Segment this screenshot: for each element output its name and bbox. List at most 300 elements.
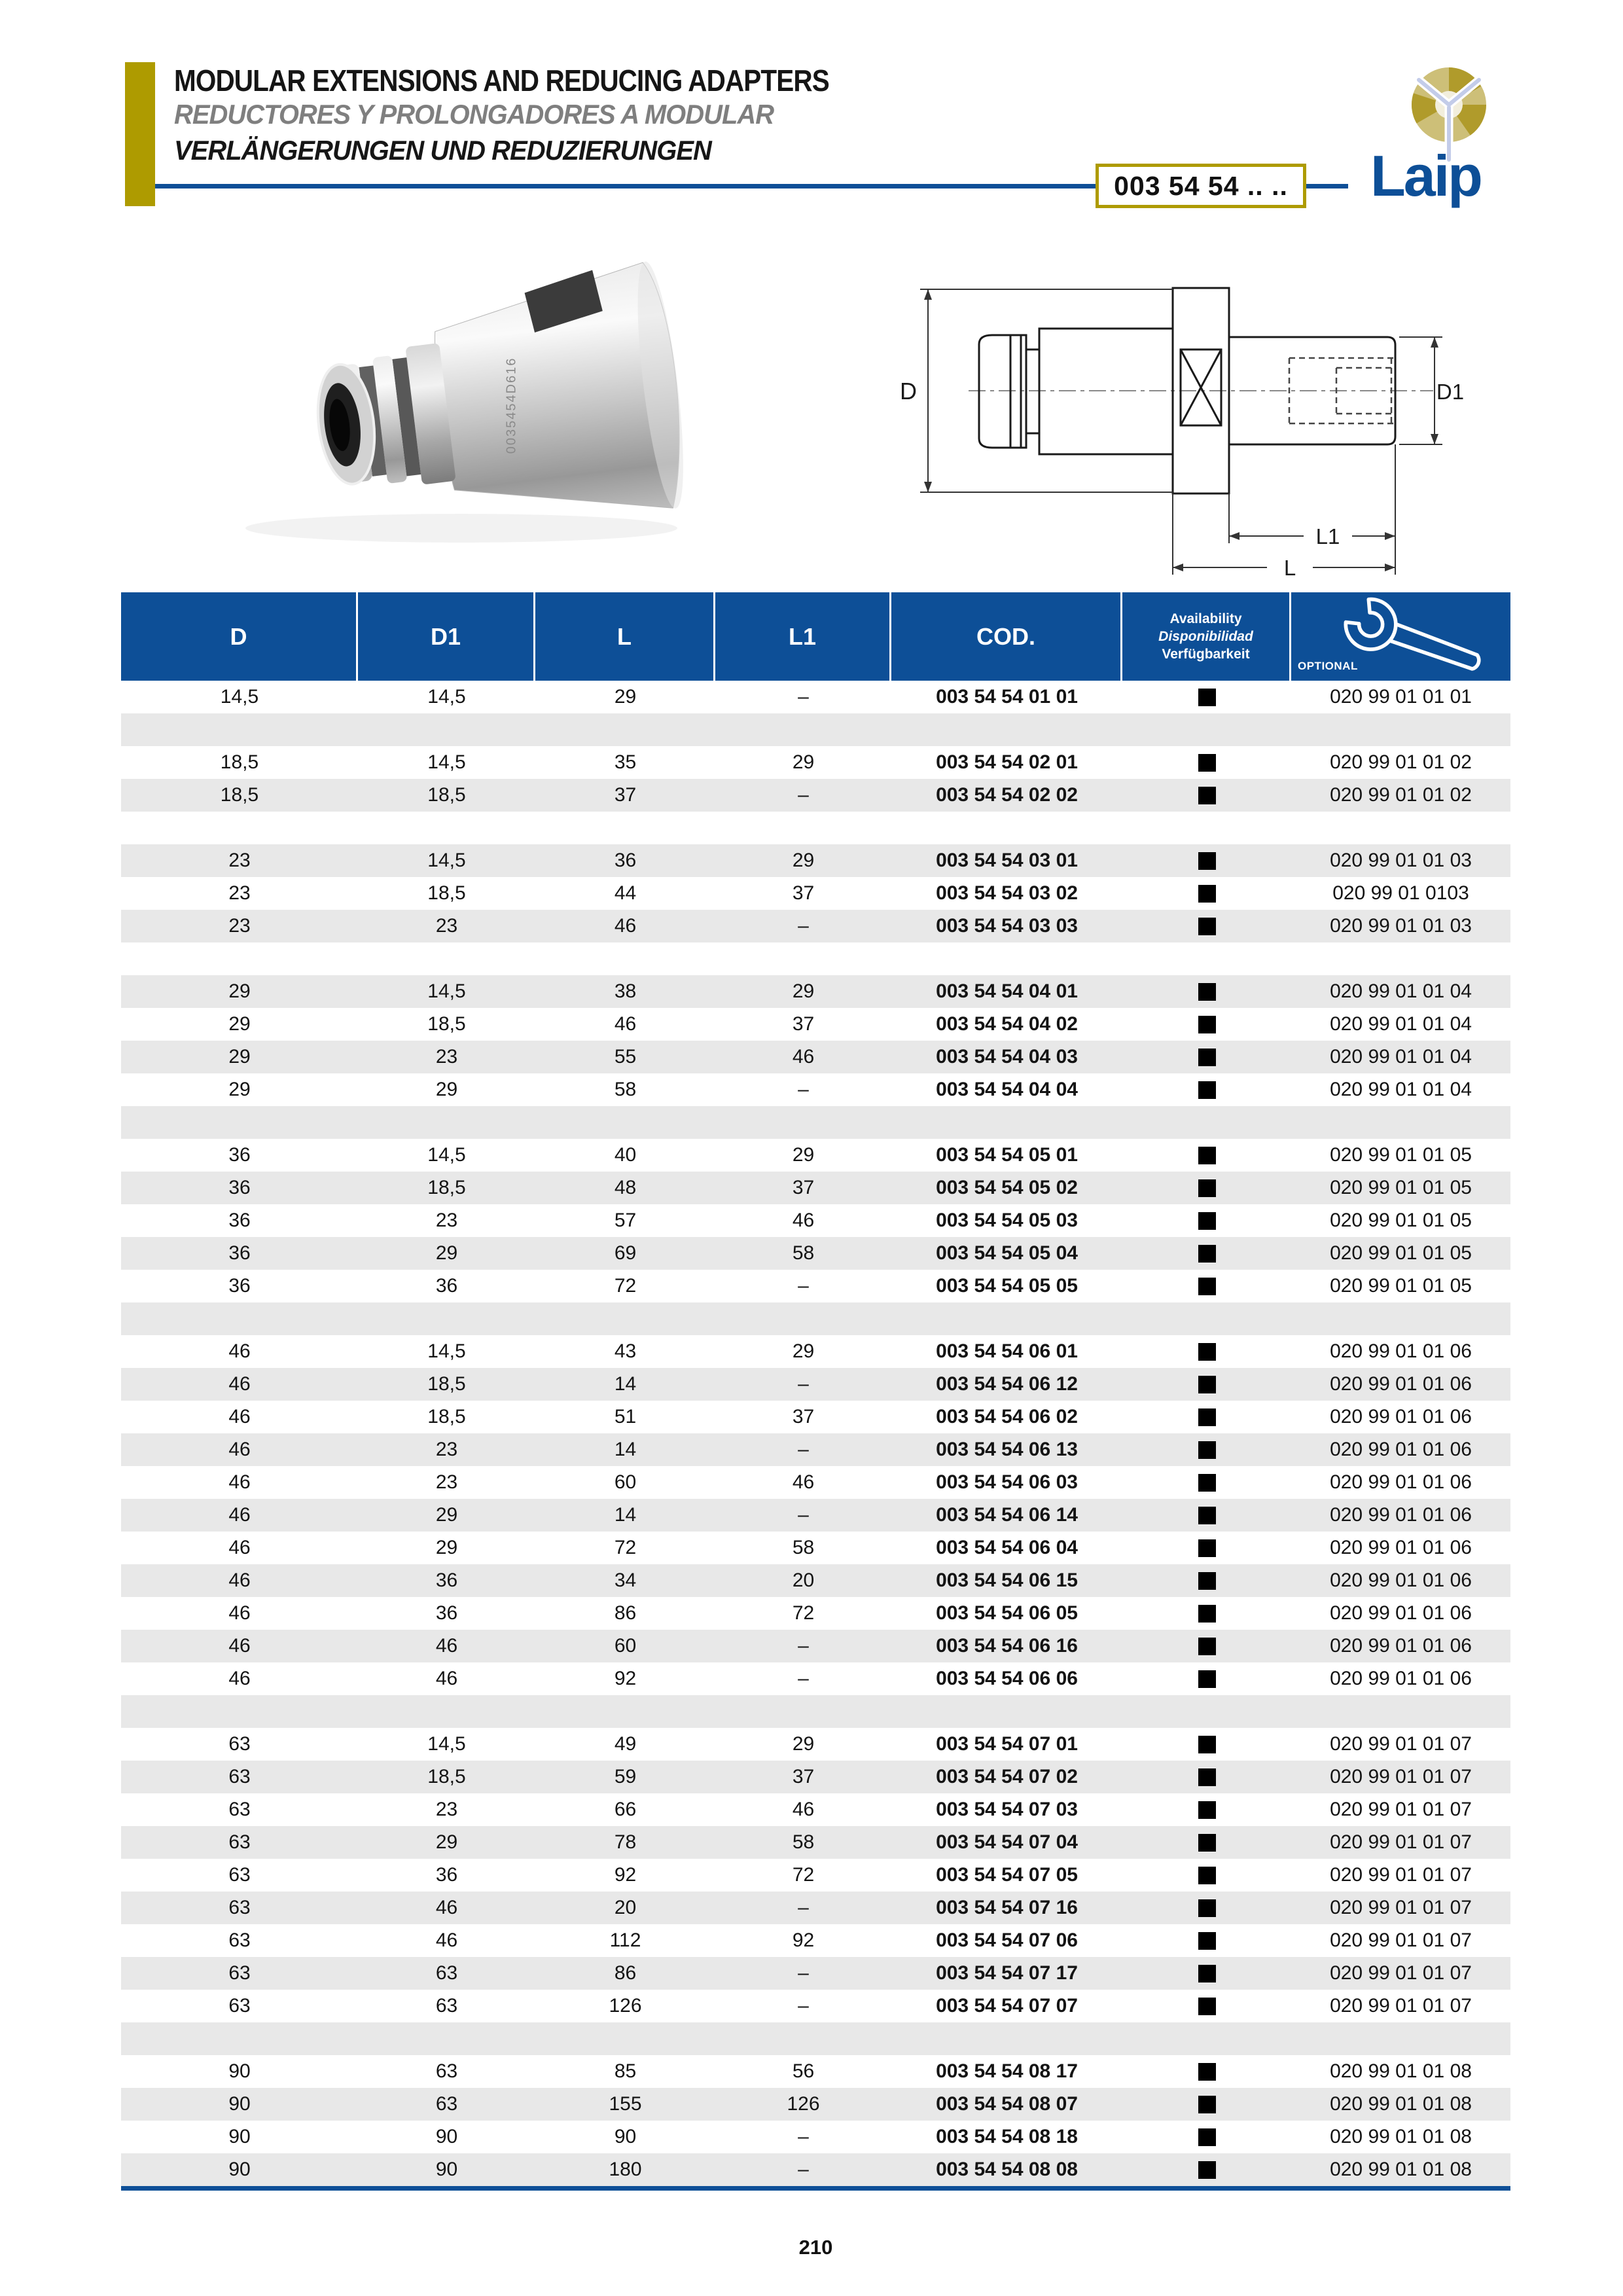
cell-d1: 23 xyxy=(435,1799,458,1820)
availability-marker xyxy=(1198,1507,1216,1524)
availability-marker xyxy=(1198,1278,1216,1295)
cell-d1: 14,5 xyxy=(427,1340,466,1362)
cell-d1: 23 xyxy=(435,915,458,937)
availability-marker xyxy=(1198,1932,1216,1950)
table-row xyxy=(121,975,1510,1008)
cell-d: 63 xyxy=(228,1864,251,1886)
cell-l1: – xyxy=(798,1635,809,1657)
cell-optional-code: 020 99 01 01 05 xyxy=(1330,1275,1472,1297)
availability-cell xyxy=(1122,1172,1291,1204)
col-header-l: L xyxy=(535,592,715,681)
table-row xyxy=(121,1793,1510,1826)
cell-d1: 18,5 xyxy=(427,1406,466,1427)
cell-l: 90 xyxy=(614,2126,637,2147)
cell-cod: 003 54 54 06 15 xyxy=(936,1570,1078,1591)
cell-cod: 003 54 54 06 01 xyxy=(936,1340,1078,1362)
table-row xyxy=(121,1270,1510,1302)
cell-l1: 58 xyxy=(792,1242,815,1264)
cell-l1: 126 xyxy=(787,2093,820,2115)
cell-l: 72 xyxy=(614,1537,637,1558)
cell-cod: 003 54 54 04 02 xyxy=(936,1013,1078,1035)
cell-l1: 29 xyxy=(792,850,815,871)
cell-l: 51 xyxy=(614,1406,637,1427)
availability-cell xyxy=(1122,2088,1291,2121)
table-row xyxy=(121,1859,1510,1892)
cell-d: 46 xyxy=(228,1373,251,1395)
availability-cell xyxy=(1122,1073,1291,1106)
availability-marker xyxy=(1198,1081,1216,1099)
availability-marker xyxy=(1198,1343,1216,1361)
cell-l: 59 xyxy=(614,1766,637,1787)
cell-cod: 003 54 54 03 02 xyxy=(936,882,1078,904)
cell-optional-code: 020 99 01 01 05 xyxy=(1330,1210,1472,1231)
availability-marker xyxy=(1198,1539,1216,1557)
cell-l: 55 xyxy=(614,1046,637,1067)
cell-l1: – xyxy=(798,1504,809,1526)
table-row xyxy=(121,1957,1510,1990)
cell-d1: 63 xyxy=(435,1962,458,1984)
col-header-optional xyxy=(1291,592,1510,681)
laip-logo-text: Laip xyxy=(1370,143,1481,208)
cell-cod: 003 54 54 05 03 xyxy=(936,1210,1078,1231)
availability-cell xyxy=(1122,910,1291,942)
cell-l: 57 xyxy=(614,1210,637,1231)
table-row xyxy=(121,1597,1510,1630)
cell-optional-code: 020 99 01 01 07 xyxy=(1330,1929,1472,1951)
table-row xyxy=(121,1990,1510,2022)
availability-cell xyxy=(1122,1564,1291,1597)
availability-cell xyxy=(1122,1924,1291,1957)
cell-cod: 003 54 54 06 04 xyxy=(936,1537,1078,1558)
cell-l1: 37 xyxy=(792,1177,815,1198)
dim-label-d1: D1 xyxy=(1436,380,1465,404)
cell-d1: 18,5 xyxy=(427,882,466,904)
availability-cell xyxy=(1122,746,1291,779)
cell-cod: 003 54 54 06 13 xyxy=(936,1439,1078,1460)
cell-cod: 003 54 54 05 01 xyxy=(936,1144,1078,1166)
availability-marker xyxy=(1198,918,1216,935)
availability-marker xyxy=(1198,1016,1216,1033)
availability-marker xyxy=(1198,2161,1216,2179)
availability-label-de: Verfügbarkeit xyxy=(1162,647,1250,662)
cell-d: 46 xyxy=(228,1570,251,1591)
cell-d1: 46 xyxy=(435,1929,458,1951)
table-row xyxy=(121,2153,1510,2186)
cell-l1: 72 xyxy=(792,1602,815,1624)
table-row xyxy=(121,1335,1510,1368)
availability-marker xyxy=(1198,1867,1216,1884)
cell-l1: 37 xyxy=(792,1406,815,1427)
dimension-lines xyxy=(920,289,1442,575)
table-row xyxy=(121,1008,1510,1041)
cell-d1: 18,5 xyxy=(427,1177,466,1198)
cell-l1: – xyxy=(798,1995,809,2017)
cell-d1: 90 xyxy=(435,2126,458,2147)
cell-l1: – xyxy=(798,1439,809,1460)
cell-d: 46 xyxy=(228,1537,251,1558)
cell-l: 34 xyxy=(614,1570,637,1591)
cell-optional-code: 020 99 01 01 06 xyxy=(1330,1439,1472,1460)
col-header-d1: D1 xyxy=(358,592,535,681)
availability-cell xyxy=(1122,1499,1291,1532)
cell-d1: 23 xyxy=(435,1439,458,1460)
availability-cell xyxy=(1122,1532,1291,1564)
cell-l: 46 xyxy=(614,915,637,937)
availability-marker xyxy=(1198,1474,1216,1492)
cell-optional-code: 020 99 01 01 06 xyxy=(1330,1406,1472,1427)
availability-cell xyxy=(1122,1630,1291,1662)
table-row xyxy=(121,1532,1510,1564)
cell-l: 43 xyxy=(614,1340,637,1362)
cell-d1: 29 xyxy=(435,1831,458,1853)
cell-optional-code: 020 99 01 01 04 xyxy=(1330,1046,1472,1067)
availability-marker xyxy=(1198,885,1216,903)
cell-l1: 20 xyxy=(792,1570,815,1591)
cell-d: 36 xyxy=(228,1275,251,1297)
cell-l1: – xyxy=(798,2126,809,2147)
table-row xyxy=(121,1826,1510,1859)
availability-marker xyxy=(1198,787,1216,804)
cell-d: 36 xyxy=(228,1177,251,1198)
photo-shadow xyxy=(245,514,677,543)
cell-optional-code: 020 99 01 01 06 xyxy=(1330,1537,1472,1558)
cell-l: 20 xyxy=(614,1897,637,1918)
cell-d1: 63 xyxy=(435,2093,458,2115)
cell-d: 46 xyxy=(228,1504,251,1526)
availability-cell xyxy=(1122,1466,1291,1499)
cell-l: 44 xyxy=(614,882,637,904)
cell-optional-code: 020 99 01 01 07 xyxy=(1330,1733,1472,1755)
availability-marker xyxy=(1198,1376,1216,1393)
table-row xyxy=(121,1139,1510,1172)
cell-l1: – xyxy=(798,1079,809,1100)
table-row xyxy=(121,910,1510,942)
cell-cod: 003 54 54 03 03 xyxy=(936,915,1078,937)
cell-l: 40 xyxy=(614,1144,637,1166)
table-row xyxy=(121,1630,1510,1662)
cell-optional-code: 020 99 01 01 05 xyxy=(1330,1242,1472,1264)
cell-l1: 92 xyxy=(792,1929,815,1951)
cell-optional-code: 020 99 01 01 03 xyxy=(1330,915,1472,937)
cell-d1: 23 xyxy=(435,1046,458,1067)
cell-cod: 003 54 54 07 03 xyxy=(936,1799,1078,1820)
availability-marker xyxy=(1198,852,1216,870)
cell-cod: 003 54 54 01 01 xyxy=(936,686,1078,708)
cell-cod: 003 54 54 08 07 xyxy=(936,2093,1078,2115)
availability-cell xyxy=(1122,1662,1291,1695)
cell-l: 155 xyxy=(609,2093,642,2115)
table-row xyxy=(121,2121,1510,2153)
cell-d1: 18,5 xyxy=(427,1373,466,1395)
cell-d: 18,5 xyxy=(220,751,259,773)
cell-d: 36 xyxy=(228,1144,251,1166)
product-photo xyxy=(147,245,769,553)
cell-d: 29 xyxy=(228,1046,251,1067)
availability-cell xyxy=(1122,2153,1291,2186)
cell-cod: 003 54 54 06 03 xyxy=(936,1471,1078,1493)
cell-l: 58 xyxy=(614,1079,637,1100)
availability-marker xyxy=(1198,983,1216,1001)
cell-optional-code: 020 99 01 01 06 xyxy=(1330,1668,1472,1689)
cell-d1: 29 xyxy=(435,1504,458,1526)
cell-cod: 003 54 54 06 12 xyxy=(936,1373,1078,1395)
cell-l1: – xyxy=(798,915,809,937)
cell-d1: 36 xyxy=(435,1275,458,1297)
availability-label-es: Disponibilidad xyxy=(1158,629,1253,644)
cell-optional-code: 020 99 01 01 06 xyxy=(1330,1635,1472,1657)
cell-cod: 003 54 54 08 17 xyxy=(936,2060,1078,2082)
cell-l: 78 xyxy=(614,1831,637,1853)
cell-d: 90 xyxy=(228,2126,251,2147)
cell-l: 29 xyxy=(614,686,637,708)
cell-d1: 23 xyxy=(435,1471,458,1493)
availability-cell xyxy=(1122,1401,1291,1433)
cell-cod: 003 54 54 07 04 xyxy=(936,1831,1078,1853)
availability-label-en: Availability xyxy=(1169,611,1242,626)
cell-l: 69 xyxy=(614,1242,637,1264)
cell-d1: 14,5 xyxy=(427,1733,466,1755)
availability-cell xyxy=(1122,1859,1291,1892)
cell-d: 63 xyxy=(228,1831,251,1853)
availability-cell xyxy=(1122,1793,1291,1826)
cell-cod: 003 54 54 08 08 xyxy=(936,2159,1078,2180)
availability-marker xyxy=(1198,1768,1216,1786)
cell-l1: 58 xyxy=(792,1831,815,1853)
cell-l1: 37 xyxy=(792,1013,815,1035)
cell-cod: 003 54 54 06 02 xyxy=(936,1406,1078,1427)
cell-l1: 56 xyxy=(792,2060,815,2082)
availability-cell xyxy=(1122,1270,1291,1302)
cell-cod: 003 54 54 07 07 xyxy=(936,1995,1078,2017)
cell-optional-code: 020 99 01 01 07 xyxy=(1330,1864,1472,1886)
cell-d: 90 xyxy=(228,2159,251,2180)
availability-cell xyxy=(1122,1597,1291,1630)
cell-l1: 29 xyxy=(792,1733,815,1755)
availability-marker xyxy=(1198,1179,1216,1197)
availability-marker xyxy=(1198,2128,1216,2146)
optional-label: OPTIONAL xyxy=(1298,660,1358,672)
dim-label-l: L xyxy=(1283,556,1296,580)
availability-marker xyxy=(1198,1147,1216,1164)
cell-l: 86 xyxy=(614,1602,637,1624)
cell-cod: 003 54 54 06 05 xyxy=(936,1602,1078,1624)
availability-cell xyxy=(1122,1990,1291,2022)
cell-cod: 003 54 54 03 01 xyxy=(936,850,1078,871)
availability-cell xyxy=(1122,681,1291,713)
cell-d: 46 xyxy=(228,1668,251,1689)
cell-l: 48 xyxy=(614,1177,637,1198)
table-spacer-row xyxy=(121,2022,1510,2055)
cell-l: 72 xyxy=(614,1275,637,1297)
cell-d: 63 xyxy=(228,1929,251,1951)
cell-d: 29 xyxy=(228,980,251,1002)
dim-label-d: D xyxy=(900,378,917,404)
cell-d1: 14,5 xyxy=(427,980,466,1002)
col-header-cod: COD. xyxy=(891,592,1122,681)
cell-l: 14 xyxy=(614,1439,637,1460)
page-number: 210 xyxy=(798,2236,833,2259)
dimensions-table xyxy=(121,592,1510,2191)
cell-optional-code: 020 99 01 01 06 xyxy=(1330,1340,1472,1362)
availability-marker xyxy=(1198,1899,1216,1917)
page-title-german: VERLÄNGERUNGEN UND REDUZIERUNGEN xyxy=(174,135,711,166)
cell-optional-code: 020 99 01 01 05 xyxy=(1330,1144,1472,1166)
cell-l1: 46 xyxy=(792,1471,815,1493)
cell-d: 90 xyxy=(228,2093,251,2115)
cell-optional-code: 020 99 01 01 08 xyxy=(1330,2060,1472,2082)
cell-d: 36 xyxy=(228,1242,251,1264)
cell-l: 92 xyxy=(614,1668,637,1689)
cell-cod: 003 54 54 05 05 xyxy=(936,1275,1078,1297)
availability-cell xyxy=(1122,2121,1291,2153)
availability-cell xyxy=(1122,1237,1291,1270)
cell-d: 29 xyxy=(228,1079,251,1100)
availability-marker xyxy=(1198,2063,1216,2081)
technical-drawing xyxy=(870,250,1472,584)
availability-marker xyxy=(1198,1408,1216,1426)
cell-l: 46 xyxy=(614,1013,637,1035)
table-row xyxy=(121,681,1510,713)
cell-cod: 003 54 54 04 04 xyxy=(936,1079,1078,1100)
cell-d: 46 xyxy=(228,1471,251,1493)
cell-d1: 14,5 xyxy=(427,686,466,708)
cell-l1: 29 xyxy=(792,980,815,1002)
cell-cod: 003 54 54 04 01 xyxy=(936,980,1078,1002)
availability-marker xyxy=(1198,1736,1216,1753)
availability-cell xyxy=(1122,844,1291,877)
table-row xyxy=(121,1564,1510,1597)
table-row xyxy=(121,1499,1510,1532)
availability-cell xyxy=(1122,1139,1291,1172)
availability-cell xyxy=(1122,1041,1291,1073)
page-title: MODULAR EXTENSIONS AND REDUCING ADAPTERS xyxy=(174,63,829,98)
cell-d1: 36 xyxy=(435,1570,458,1591)
cell-d: 46 xyxy=(228,1439,251,1460)
cell-d1: 23 xyxy=(435,1210,458,1231)
cell-l: 126 xyxy=(609,1995,642,2017)
cell-optional-code: 020 99 01 01 04 xyxy=(1330,1013,1472,1035)
cell-l: 38 xyxy=(614,980,637,1002)
table-row xyxy=(121,844,1510,877)
availability-marker xyxy=(1198,2096,1216,2113)
cell-d1: 36 xyxy=(435,1602,458,1624)
cell-d: 63 xyxy=(228,1766,251,1787)
table-row xyxy=(121,1073,1510,1106)
cell-d: 23 xyxy=(228,882,251,904)
availability-cell xyxy=(1122,975,1291,1008)
table-header-row xyxy=(121,592,1510,681)
cell-optional-code: 020 99 01 01 03 xyxy=(1330,850,1472,871)
cell-l1: – xyxy=(798,1668,809,1689)
cell-l1: 29 xyxy=(792,1144,815,1166)
cell-l: 14 xyxy=(614,1373,637,1395)
availability-marker xyxy=(1198,689,1216,706)
product-code-box: 003 54 54 .. .. xyxy=(1096,164,1306,208)
availability-cell xyxy=(1122,1728,1291,1761)
availability-marker xyxy=(1198,754,1216,772)
cell-l: 92 xyxy=(614,1864,637,1886)
cell-cod: 003 54 54 05 04 xyxy=(936,1242,1078,1264)
cell-d: 63 xyxy=(228,1733,251,1755)
cell-l1: 29 xyxy=(792,751,815,773)
cell-l1: 37 xyxy=(792,882,815,904)
availability-marker xyxy=(1198,1049,1216,1066)
table-row xyxy=(121,1662,1510,1695)
table-row xyxy=(121,2088,1510,2121)
cell-cod: 003 54 54 07 02 xyxy=(936,1766,1078,1787)
availability-marker xyxy=(1198,1801,1216,1819)
cell-cod: 003 54 54 08 18 xyxy=(936,2126,1078,2147)
table-row xyxy=(121,1466,1510,1499)
availability-marker xyxy=(1198,1572,1216,1590)
table-row xyxy=(121,1761,1510,1793)
cell-l: 60 xyxy=(614,1635,637,1657)
cell-d1: 18,5 xyxy=(427,1766,466,1787)
availability-marker xyxy=(1198,1670,1216,1688)
cell-d1: 46 xyxy=(435,1635,458,1657)
availability-cell xyxy=(1122,1335,1291,1368)
cell-d: 63 xyxy=(228,1897,251,1918)
availability-marker xyxy=(1198,1441,1216,1459)
cell-optional-code: 020 99 01 01 08 xyxy=(1330,2126,1472,2147)
table-bottom-rule xyxy=(121,2186,1510,2191)
cell-l1: 46 xyxy=(792,1799,815,1820)
cell-l1: – xyxy=(798,784,809,806)
cell-l: 112 xyxy=(609,1929,641,1951)
table-row xyxy=(121,1401,1510,1433)
table-body xyxy=(121,681,1510,2186)
cell-l1: – xyxy=(798,1962,809,1984)
availability-cell xyxy=(1122,779,1291,812)
dimension-arrows xyxy=(924,289,1438,571)
availability-cell xyxy=(1122,1368,1291,1401)
cell-l: 66 xyxy=(614,1799,637,1820)
cell-optional-code: 020 99 01 01 07 xyxy=(1330,1766,1472,1787)
cell-l1: – xyxy=(798,1897,809,1918)
cell-d: 90 xyxy=(228,2060,251,2082)
cell-optional-code: 020 99 01 01 06 xyxy=(1330,1504,1472,1526)
table-spacer-row xyxy=(121,713,1510,746)
cell-d: 46 xyxy=(228,1406,251,1427)
cell-optional-code: 020 99 01 01 06 xyxy=(1330,1373,1472,1395)
cell-cod: 003 54 54 02 02 xyxy=(936,784,1078,806)
cell-d1: 18,5 xyxy=(427,784,466,806)
cell-optional-code: 020 99 01 0103 xyxy=(1332,882,1469,904)
availability-marker xyxy=(1198,1245,1216,1263)
accent-bar xyxy=(125,62,155,206)
availability-cell xyxy=(1122,1204,1291,1237)
cell-l1: 72 xyxy=(792,1864,815,1886)
cell-d1: 18,5 xyxy=(427,1013,466,1035)
table-row xyxy=(121,1728,1510,1761)
cell-l1: – xyxy=(798,686,809,708)
cell-d1: 29 xyxy=(435,1079,458,1100)
cell-l1: – xyxy=(798,1275,809,1297)
cell-d: 63 xyxy=(228,1995,251,2017)
availability-marker xyxy=(1198,1638,1216,1655)
cell-d1: 36 xyxy=(435,1864,458,1886)
cell-optional-code: 020 99 01 01 02 xyxy=(1330,784,1472,806)
table-row xyxy=(121,1204,1510,1237)
table-row xyxy=(121,1892,1510,1924)
cell-d1: 14,5 xyxy=(427,850,466,871)
cell-d: 29 xyxy=(228,1013,251,1035)
cell-d1: 14,5 xyxy=(427,1144,466,1166)
table-spacer-row xyxy=(121,812,1510,844)
availability-cell xyxy=(1122,1433,1291,1466)
cell-l: 86 xyxy=(614,1962,637,1984)
availability-marker xyxy=(1198,1998,1216,2015)
